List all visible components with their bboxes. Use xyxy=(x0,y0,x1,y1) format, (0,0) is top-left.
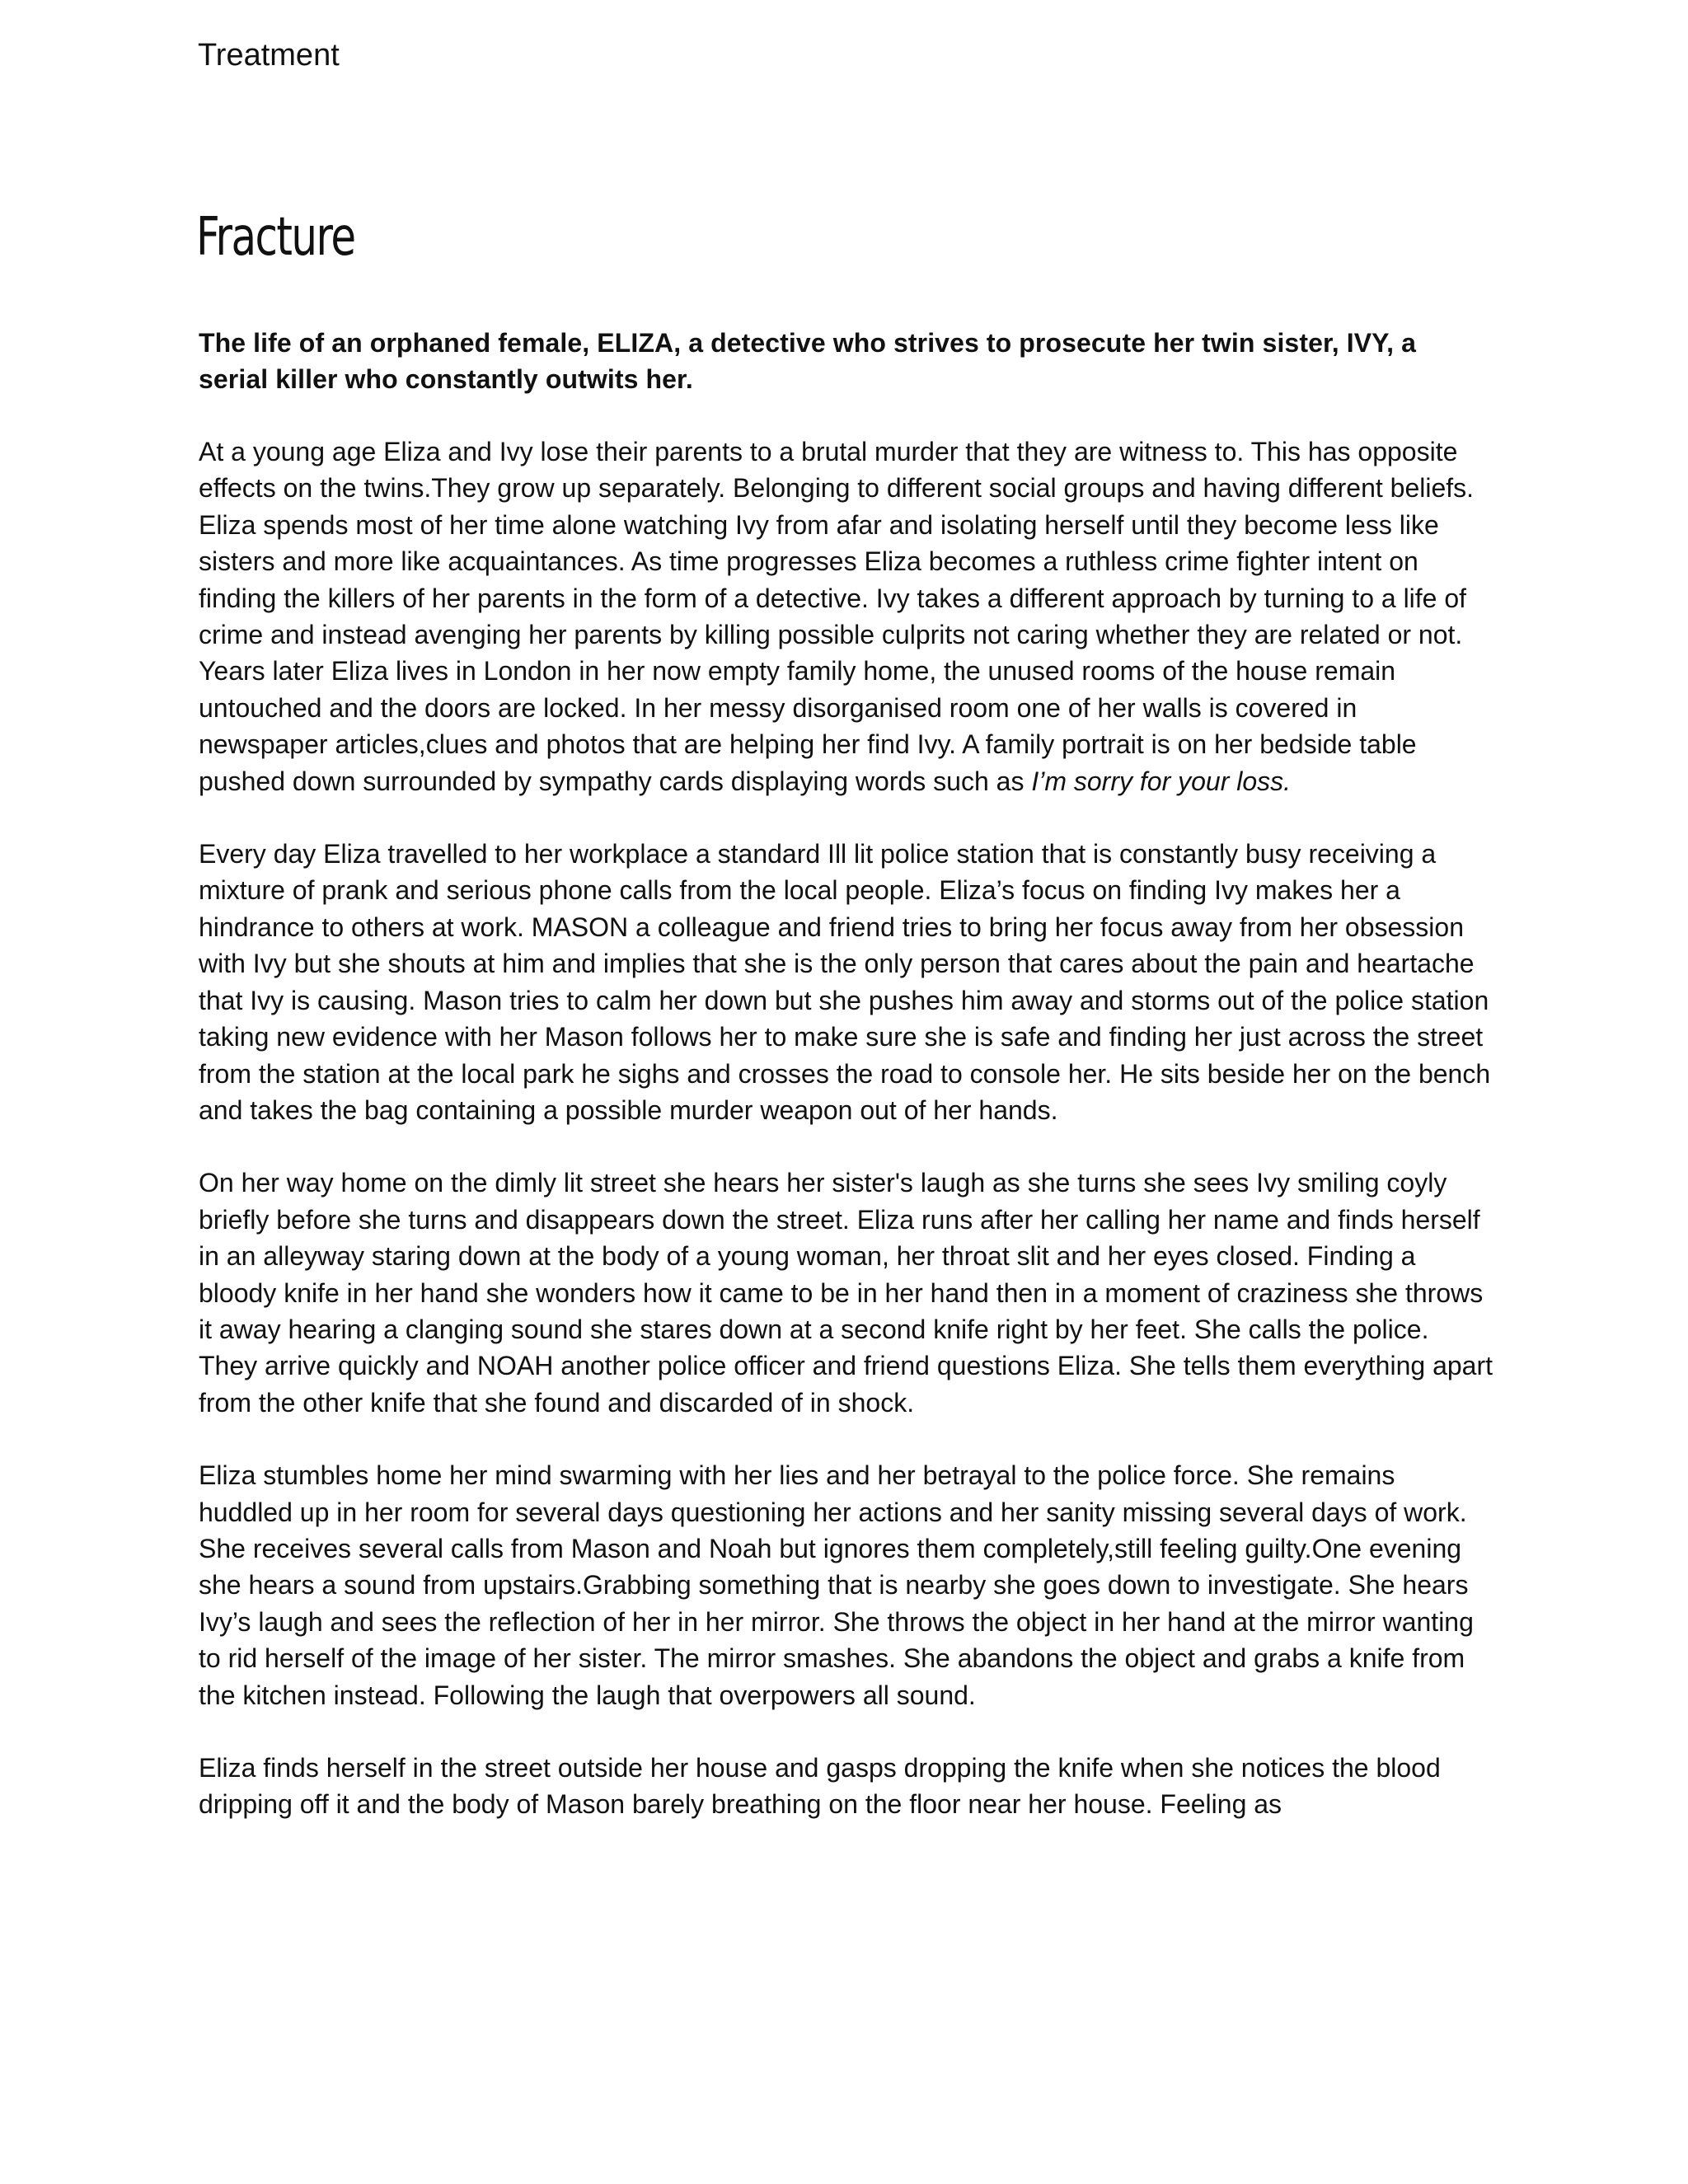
paragraph-1-text: At a young age Eliza and Ivy lose their parents to a brutal murder that they are witness to. This has opposite effects on the twins.They grow up separately. Belonging to different social groups and having different beliefs. Eliza spends most of her time alone watching Ivy from afar and isolating herself until they become less like sisters and more like acquaintances. As time progresses Eliza becomes a ruthless crime fighter intent on finding the killers of her parents in the form of a detective. Ivy takes a different approach by turning to a life of crime and instead avenging her parents by killing possible culprits not caring whether they are related or not. Years later Eliza lives in London in her now empty family home, the unused rooms of the house remain untouched and the doors are locked. In her messy disorganised room one of her walls is covered in newspaper articles,clues and photos that are helping her find Ivy. A family portrait is on her bedside table pushed down surrounded by sympathy cards displaying words such as xyxy=(199,437,1475,796)
header-label: Treatment xyxy=(198,38,340,73)
paragraph-5: Eliza finds herself in the street outside her house and gasps dropping the knife when she notices the blood dripping off it and the body of Mason barely breathing on the floor near her house. Feeling as xyxy=(199,1753,1441,1820)
paragraph-2: Every day Eliza travelled to her workplace a standard Ill lit police station that is constantly busy receiving a mixture of prank and serious phone calls from the local people. Eliza’s focus on finding Ivy makes her a hindrance to others at work. MASON a colleague and friend tries to bring her focus away from her obsession with Ivy but she shouts at him and implies that she is the only person that cares about the pain and heartache that Ivy is causing. Mason tries to calm her down but she pushes him away and storms out of the police station taking new evidence with her Mason follows her to make sure she is safe and finding her just across the street from the station at the local park he sighs and crosses the road to console her. He sits beside her on the bench and takes the bag containing a possible murder weapon out of her hands. xyxy=(199,839,1491,1125)
logline: The life of an orphaned female, ELIZA, a detective who strives to prosecute her twin sister, IVY, a serial killer who constantly outwits her. xyxy=(199,328,1416,394)
document-body xyxy=(199,325,1493,1859)
paragraph-3: On her way home on the dimly lit street she hears her sister's laugh as she turns she sees Ivy smiling coyly briefly before she turns and disappears down the street. Eliza runs after her calling her name and finds herself in an alleyway staring down at the body of a young woman, her throat slit and her eyes closed. Finding a bloody knife in her hand she wonders how it came to be in her hand then in a moment of craziness she throws it away hearing a clanging sound she stares down at a second knife right by her feet. She calls the police. They arrive quickly and NOAH another police officer and friend questions Eliza. She tells them everything apart from the other knife that she found and discarded of in shock. xyxy=(199,1168,1493,1418)
paragraph-4: Eliza stumbles home her mind swarming with her lies and her betrayal to the police force. She remains huddled up in her room for several days questioning her actions and her sanity missing several days of work. She receives several calls from Mason and Noah but ignores them completely,still feeling guilty.One evening she hears a sound from upstairs.Grabbing something that is nearby she goes down to investigate. She hears Ivy’s laugh and sees the reflection of her in her mirror. She throws the object in her hand at the mirror wanting to rid herself of the image of her sister. The mirror smashes. She abandons the object and grabs a knife from the kitchen instead. Following the laugh that overpowers all sound. xyxy=(199,1460,1474,1710)
paragraph-1 xyxy=(199,434,1493,799)
document-title: Fracture xyxy=(196,207,355,268)
paragraph-1-italic-quote: I’m sorry for your loss. xyxy=(1031,766,1292,796)
